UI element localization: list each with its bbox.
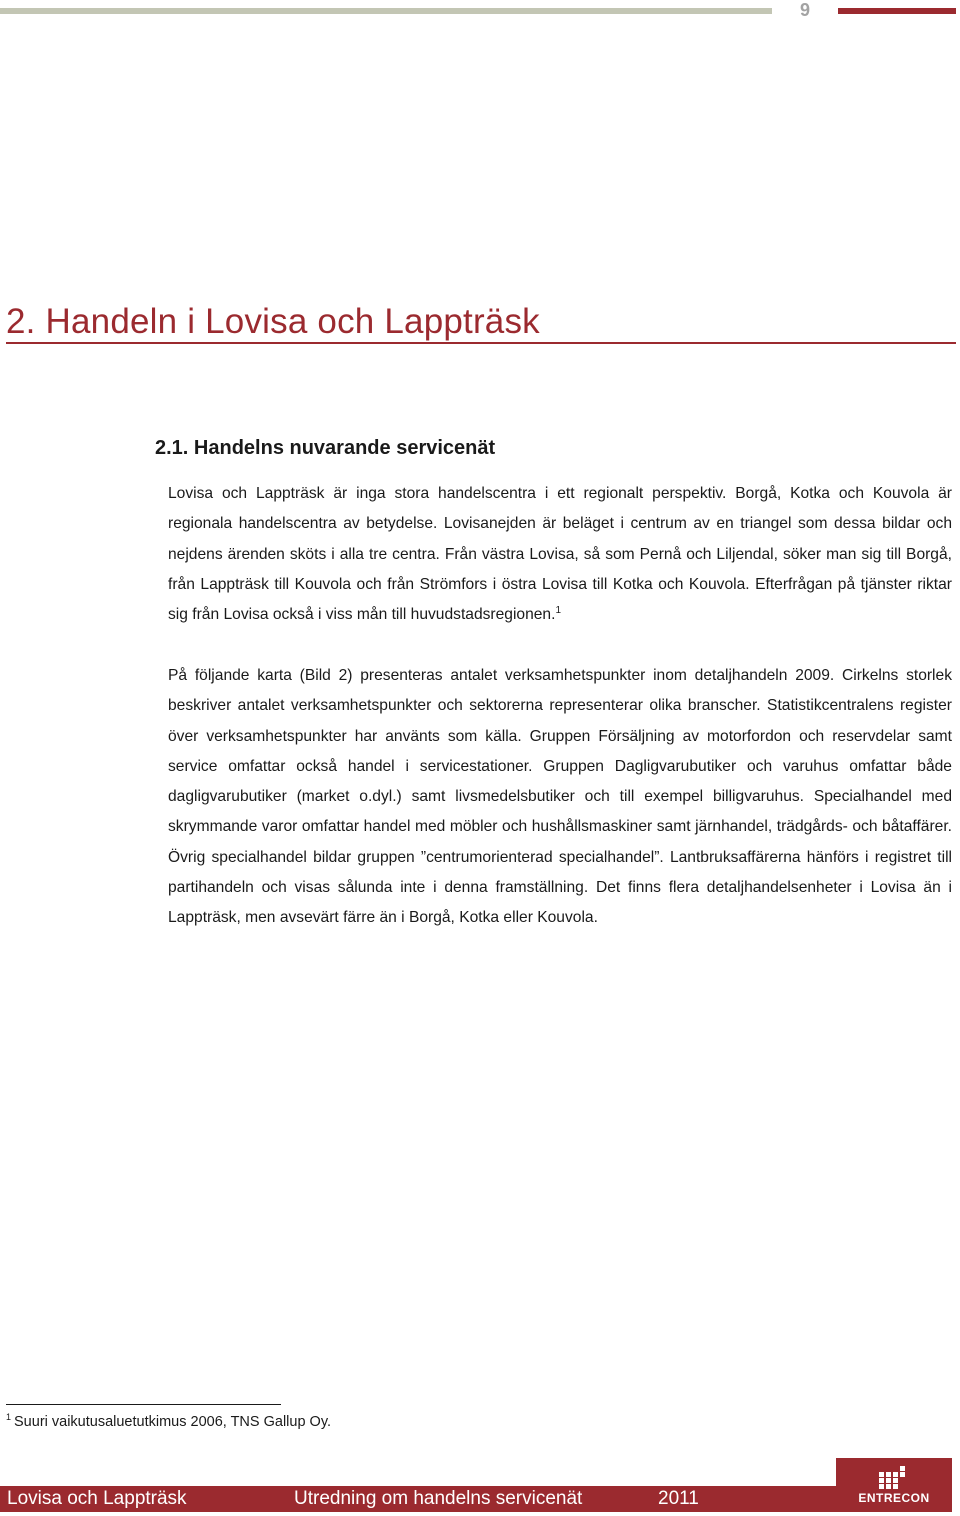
- paragraph-1-text: Lovisa och Lappträsk är inga stora handelscentra i ett regionalt perspektiv. Borgå, Kotka och Kouvola är regionala handelscentra av betydelse. Lovisanejden är beläget i centrum av en triangel som dessa bildar och nejdens ärenden sköts i alla tre centra. Från västra Lovisa, så som Pernå och Liljendal, söker man sig till Borgå, från Lappträsk till Kouvola och från Strömfors i östra Lovisa till Kotka och Kouvola. Efterfrågan på tjänster riktar sig från Lovisa också i viss mån till huvudstadsregionen.: [168, 485, 952, 624]
- header-bar-left: [0, 8, 772, 14]
- footer-year: 2011: [658, 1488, 699, 1509]
- footer-middle-text: Utredning om handelns servicenät: [294, 1488, 583, 1509]
- page-number: 9: [799, 0, 810, 20]
- footnote: [6, 1414, 331, 1430]
- footnote-ref[interactable]: 1: [555, 605, 562, 616]
- footnote-rule: [6, 1404, 281, 1405]
- header-bar-right: [838, 8, 956, 14]
- paragraph-1: [168, 479, 952, 630]
- paragraph-2: På följande karta (Bild 2) presenteras antalet verksamhetspunkter inom detaljhandeln 2009. Cirkelns storlek beskriver antalet verksamhetspunkter och sektorerna representerar olika branscher. Statistikcentralens register över verksamhetspunkter har använts som källa. Gruppen Försäljning av motorfordon och reservdelar samt service omfattar också handel i servicestationer. Gruppen Dagligvarubutiker och varuhus omfattar både dagligvarubutiker (market o.dyl.) samt livsmedelsbutiker och till exempel billigvaruhus. Specialhandel med skrymmande varor omfattar handel med möbler och hushållsmaskiner samt järnhandel, trädgårds- och båtaffärer. Övrig specialhandel bildar gruppen ”centrumorienterad specialhandel”. Lantbruksaffärerna hänförs i registret till partihandeln och visas sålunda inte i denna framställning. Det finns flera detaljhandelsenheter i Lovisa än i Lappträsk, men avsevärt färre än i Borgå, Kotka eller Kouvola.: [168, 667, 952, 927]
- logo-grid-icon: [872, 1466, 916, 1490]
- section-title: 2.1. Handelns nuvarande servicenät: [155, 437, 496, 459]
- footnote-number: 1: [6, 1412, 12, 1423]
- chapter-title: 2. Handeln i Lovisa och Lappträsk: [6, 302, 540, 341]
- logo-text: ENTRECON: [858, 1491, 930, 1505]
- entrecon-logo: [836, 1458, 952, 1512]
- footnote-text: Suuri vaikutusaluetutkimus 2006, TNS Gallup Oy.: [14, 1414, 332, 1430]
- footer-left-text: Lovisa och Lappträsk: [7, 1488, 187, 1509]
- chapter-rule: [6, 342, 956, 344]
